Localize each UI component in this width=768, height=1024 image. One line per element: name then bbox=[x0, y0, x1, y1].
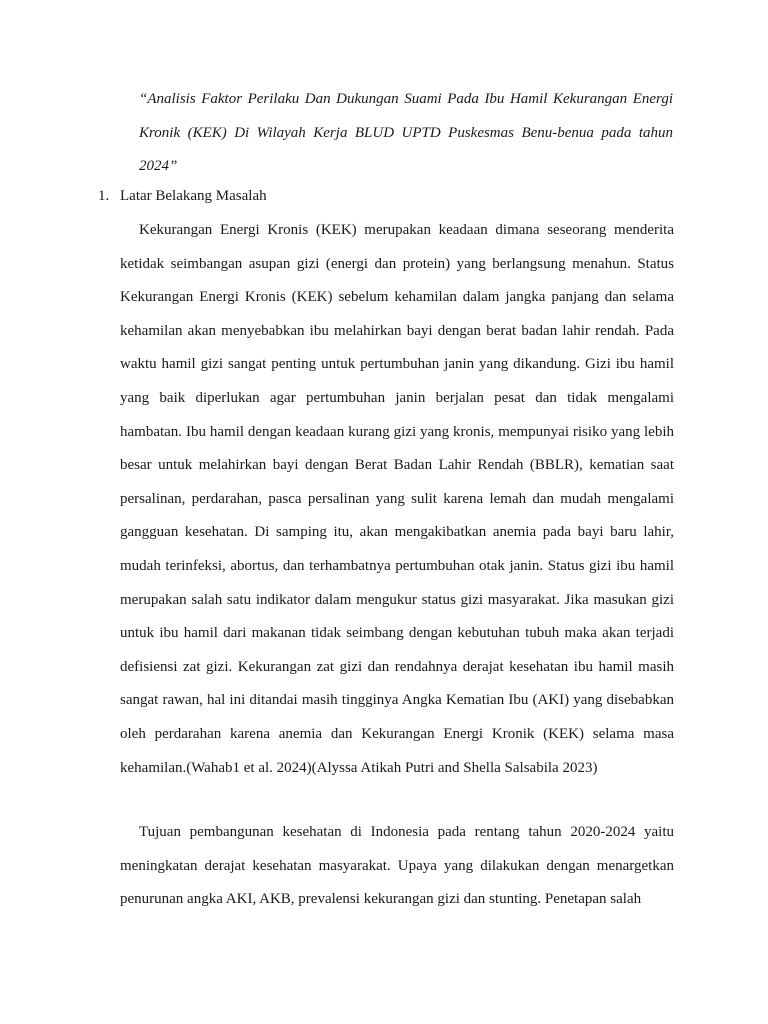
paragraph-1: Kekurangan Energi Kronis (KEK) merupakan keadaan dimana seseorang menderita ketidak seimbangan asupan gizi (energi dan protein) yang berlangsung menahun. Status Kekurangan Energi Kronis (KEK) sebelum kehamilan dalam jangka panjang dan selama kehamilan akan menyebabkan ibu melahirkan bayi dengan berat badan lahir rendah. Pada waktu hamil gizi sangat penting untuk pertumbuhan janin yang dikandung. Gizi ibu hamil yang baik diperlukan agar pertumbuhan janin berjalan pesat dan tidak mengalami hambatan. Ibu hamil dengan keadaan kurang gizi yang kronis, mempunyai risiko yang lebih besar untuk melahirkan bayi dengan Berat Badan Lahir Rendah (BBLR), kematian saat persalinan, perdarahan, pasca persalinan yang sulit karena lemah dan mudah mengalami gangguan kesehatan. Di samping itu, akan mengakibatkan anemia pada bayi baru lahir, mudah terinfeksi, abortus, dan terhambatnya pertumbuhan otak janin. Status gizi ibu hamil merupakan salah satu indikator dalam mengukur status gizi masyarakat. Jika masukan gizi untuk ibu hamil dari makanan tidak seimbang dengan kebutuhan tubuh maka akan terjadi defisiensi zat gizi. Kekurangan zat gizi dan rendahnya derajat kesehatan ibu hamil masih sangat rawan, hal ini ditandai masih tingginya Angka Kematian Ibu (AKI) yang disebabkan oleh perdarahan karena anemia dan Kekurangan Energi Kronik (KEK) selama masa kehamilan.(Wahab1 et al. 2024)(Alyssa Atikah Putri and Shella Salsabila 2023) bbox=[120, 222, 674, 776]
document-title: “Analisis Faktor Perilaku Dan Dukungan Suami Pada Ibu Hamil Kekurangan Energi Kronik (KEK) Di Wilayah Kerja BLUD UPTD Puskesmas Benu-benua pada tahun 2024” bbox=[139, 91, 673, 174]
section-heading bbox=[98, 183, 674, 209]
paragraph-2: Tujuan pembangunan kesehatan di Indonesia pada rentang tahun 2020-2024 yaitu meningkatan derajat kesehatan masyarakat. Upaya yang dilakukan dengan menargetkan penurunan angka AKI, AKB, prevalensi kekurangan gizi dan stunting. Penetapan salah bbox=[120, 824, 674, 908]
section-number: 1. bbox=[98, 188, 110, 204]
section-heading-text: Latar Belakang Masalah bbox=[120, 188, 267, 204]
